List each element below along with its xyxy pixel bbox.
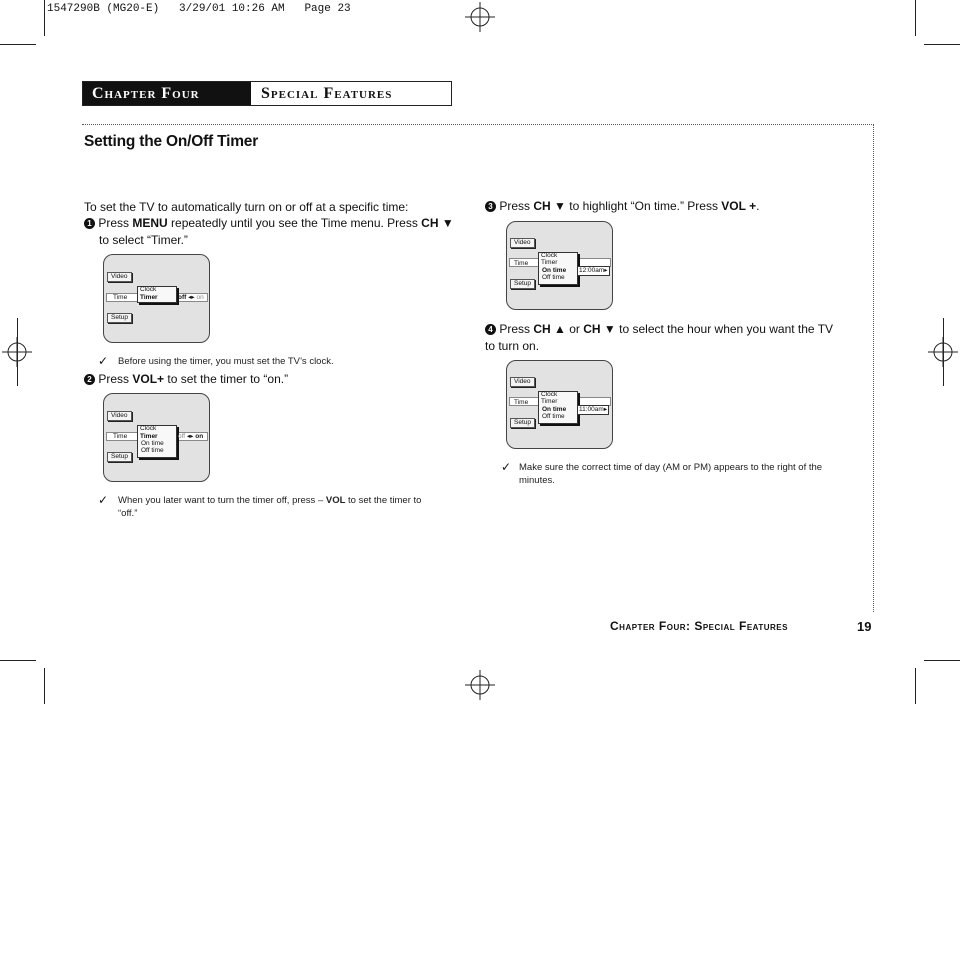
value-on: on (195, 433, 204, 440)
submenu-timer: Timer (140, 433, 158, 440)
ch-down-key-label: CH ▼ (421, 216, 454, 230)
menu-key-label: MENU (132, 216, 168, 230)
submenu-clock: Clock (541, 391, 558, 398)
chapter-title: Special Features (261, 85, 393, 102)
check-icon: ✓ (501, 460, 512, 474)
step-2 (84, 371, 454, 388)
step-text: to set the timer to “on.” (164, 372, 289, 386)
menu-time: Time (514, 260, 529, 267)
timer-value (178, 433, 203, 441)
step-text: Press (499, 322, 534, 336)
step-text: repeatedly until you see the Time menu. Press (167, 216, 422, 230)
registration-mark-icon (465, 670, 495, 700)
tv-screen-2 (103, 393, 210, 482)
check-icon: ✓ (98, 493, 109, 507)
toggle-arrows-icon: ◂▸ (186, 433, 194, 440)
step-number: 4 (485, 324, 496, 335)
step-1 (84, 215, 454, 249)
vol-plus-key-label: VOL + (721, 199, 757, 213)
chapter-number: Chapter Four (83, 82, 251, 105)
submenu-off-time: Off time (141, 447, 164, 454)
submenu-on-time: On time (542, 406, 567, 413)
menu-video: Video (107, 272, 132, 282)
tv-screen-1 (103, 254, 210, 343)
menu-setup: Setup (510, 418, 535, 428)
crop-mark (915, 668, 916, 704)
tv-screen-3 (506, 221, 613, 310)
step-text: or (565, 322, 584, 336)
step-number: 2 (84, 374, 95, 385)
menu-video: Video (107, 411, 132, 421)
crop-mark (44, 668, 45, 704)
timer-value (178, 294, 204, 302)
step-text: Press (499, 199, 534, 213)
step-text: to highlight “On time.” Press (565, 199, 722, 213)
page-number: 19 (857, 619, 872, 634)
note-text: to set the timer to “off.” (118, 495, 422, 519)
step-text: . (756, 199, 760, 213)
print-header: 1547290B (MG20-E) 3/29/01 10:26 AM Page 23 (47, 3, 351, 15)
step-text: Press (98, 372, 133, 386)
vol-key-label: VOL (325, 495, 346, 506)
menu-setup: Setup (107, 313, 132, 323)
arrow-right-icon: ▸ (603, 406, 608, 413)
crop-mark (924, 660, 960, 661)
vol-plus-key-label: VOL+ (132, 372, 165, 386)
submenu-timer: Timer (541, 398, 558, 405)
step-text: to select the hour when you want the TV to turn on. (485, 322, 834, 353)
menu-setup: Setup (107, 452, 132, 462)
note-text: When you later want to turn the timer off, press – (118, 495, 326, 506)
menu-setup: Setup (510, 279, 535, 289)
dotted-rule (82, 124, 874, 125)
submenu-off-time: Off time (542, 274, 565, 281)
note-2 (118, 494, 438, 520)
note-1: Before using the timer, you must set the TV’s clock. (118, 356, 334, 367)
crop-mark (0, 660, 36, 661)
submenu-timer: Timer (140, 294, 158, 301)
registration-mark-icon (465, 2, 495, 32)
registration-line (943, 318, 944, 386)
submenu-on-time: On time (542, 267, 567, 274)
step-number: 3 (485, 201, 496, 212)
submenu-on-time: On time (141, 440, 164, 447)
submenu-clock: Clock (140, 286, 157, 293)
note-4: Make sure the correct time of day (AM or PM) appears to the right of the minutes. (519, 462, 823, 486)
value-off: off (178, 433, 186, 440)
submenu-clock: Clock (140, 425, 157, 432)
value-off: off (178, 294, 187, 301)
crop-mark (924, 44, 960, 45)
ch-down-key-label: CH ▼ (583, 322, 616, 336)
intro-text: To set the TV to automatically turn on or off at a specific time: (84, 200, 409, 214)
section-title: Setting the On/Off Timer (84, 133, 259, 150)
menu-video: Video (510, 238, 535, 248)
step-text: Press (98, 216, 133, 230)
menu-time: Time (113, 433, 128, 440)
submenu-off-time: Off time (542, 413, 565, 420)
ch-down-key-label: CH ▼ (533, 199, 566, 213)
time-value (577, 266, 610, 276)
registration-line (17, 318, 18, 386)
footer-title: Chapter Four: Special Features (610, 619, 788, 633)
ch-up-key-label: CH ▲ (533, 322, 566, 336)
crop-mark (0, 44, 36, 45)
crop-mark (44, 0, 45, 36)
submenu-clock: Clock (541, 252, 558, 259)
check-icon: ✓ (98, 354, 109, 368)
arrow-right-icon: ▸ (604, 267, 608, 274)
step-4 (485, 321, 840, 355)
time-value-text: 11:00am (579, 406, 604, 413)
step-3 (485, 198, 855, 215)
menu-video: Video (510, 377, 535, 387)
time-value-text: 12:00am (579, 267, 605, 274)
menu-time: Time (113, 294, 128, 301)
toggle-arrows-icon: ◂▸ (188, 294, 195, 301)
crop-mark (915, 0, 916, 36)
step-text: to select “Timer.” (99, 233, 188, 247)
menu-time: Time (514, 399, 529, 406)
dotted-rule-vertical (873, 124, 874, 612)
step-number: 1 (84, 218, 95, 229)
tv-screen-4 (506, 360, 613, 449)
value-on: on (196, 294, 204, 301)
submenu-timer: Timer (541, 259, 558, 266)
chapter-banner (82, 81, 452, 106)
time-value (577, 405, 609, 415)
